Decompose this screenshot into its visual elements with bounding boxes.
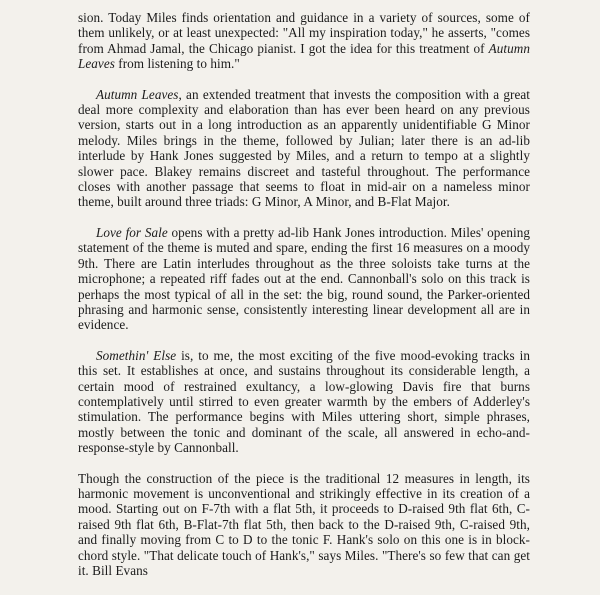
paragraph-text: sion. Today Miles finds orientation and guidance in a variety of sources, some of them unlikely, or at least unexpected: "All my inspiration today," he asserts, "comes from Ahmad Jamal, the Chicago pianist. I got the idea for this treatment of	[78, 10, 530, 56]
paragraph-love-for-sale	[78, 225, 530, 333]
song-title-somethin-else: Somethin' Else	[96, 347, 177, 363]
paragraph-harmonic-construction	[78, 471, 530, 579]
paragraph-intro	[78, 10, 530, 72]
paragraph-text: opens with a pretty ad-lib Hank Jones introduction. Miles' opening statement of the theme is muted and spare, ending the first 16 measures on a moody 9th. There are Latin interludes throughout as the three soloists take turns at the microphone; a repeated riff fades out at the end. Cannonball's solo on this track is perhaps the most typical of all in the set: the big, round sound, the Parker-oriented phrasing and harmonic sense, consistently interesting linear development all are in evidence.	[78, 224, 530, 333]
song-title-autumn-leaves: Autumn Leaves	[96, 86, 179, 102]
song-title-autumn-leaves: Autumn Leaves	[78, 40, 530, 72]
liner-notes-page	[78, 10, 530, 578]
paragraph-somethin-else	[78, 348, 530, 456]
paragraph-text: Though the construction of the piece is the traditional 12 measures in length, its harmonic movement is unconventional and strikingly effective in its creation of a mood. Starting out on F-7th with a flat 5th, it proceeds to D-raised 9th flat 6th, C-raised 9th flat 6th, B-Flat-7th flat 5th, then back to the D-raised 9th, C-raised 9th, and finally moving from C to D to the tonic F. Hank's solo on this one is in block-chord style. "That delicate touch of Hank's," says Miles. "There's so few that can get it. Bill Evans	[78, 470, 530, 578]
paragraph-autumn-leaves	[78, 87, 530, 210]
paragraph-text: is, to me, the most exciting of the five mood-evoking tracks in this set. It establishes at once, and sustains throughout its considerable length, a certain mood of restrained exultancy, a low-glowing Davis fire that burns contemplatively until stirred to even greater warmth by the embers of Adderley's stimulation. The performance begins with Miles uttering short, simple phrases, mostly between the tonic and dominant of the scale, all answered in echo-and-response-style by Cannonball.	[78, 347, 530, 456]
song-title-love-for-sale: Love for Sale	[96, 224, 168, 240]
paragraph-text: from listening to him."	[114, 56, 240, 72]
paragraph-text: , an extended treatment that invests the composition with a great deal more complexity and elaboration than has ever been heard on any previous version, starts out in a long introduction as an apparently unidentifiable G Minor melody. Miles brings in the theme, followed by Julian; later there is an ad-lib interlude by Hank Jones suggested by Miles, and a return to tempo at a slightly slower pace. Blakey remains discreet and tasteful throughout. The performance closes with another passage that seems to float in mid-air on a nameless minor theme, built around three triads: G Minor, A Minor, and B-Flat Major.	[78, 86, 531, 210]
